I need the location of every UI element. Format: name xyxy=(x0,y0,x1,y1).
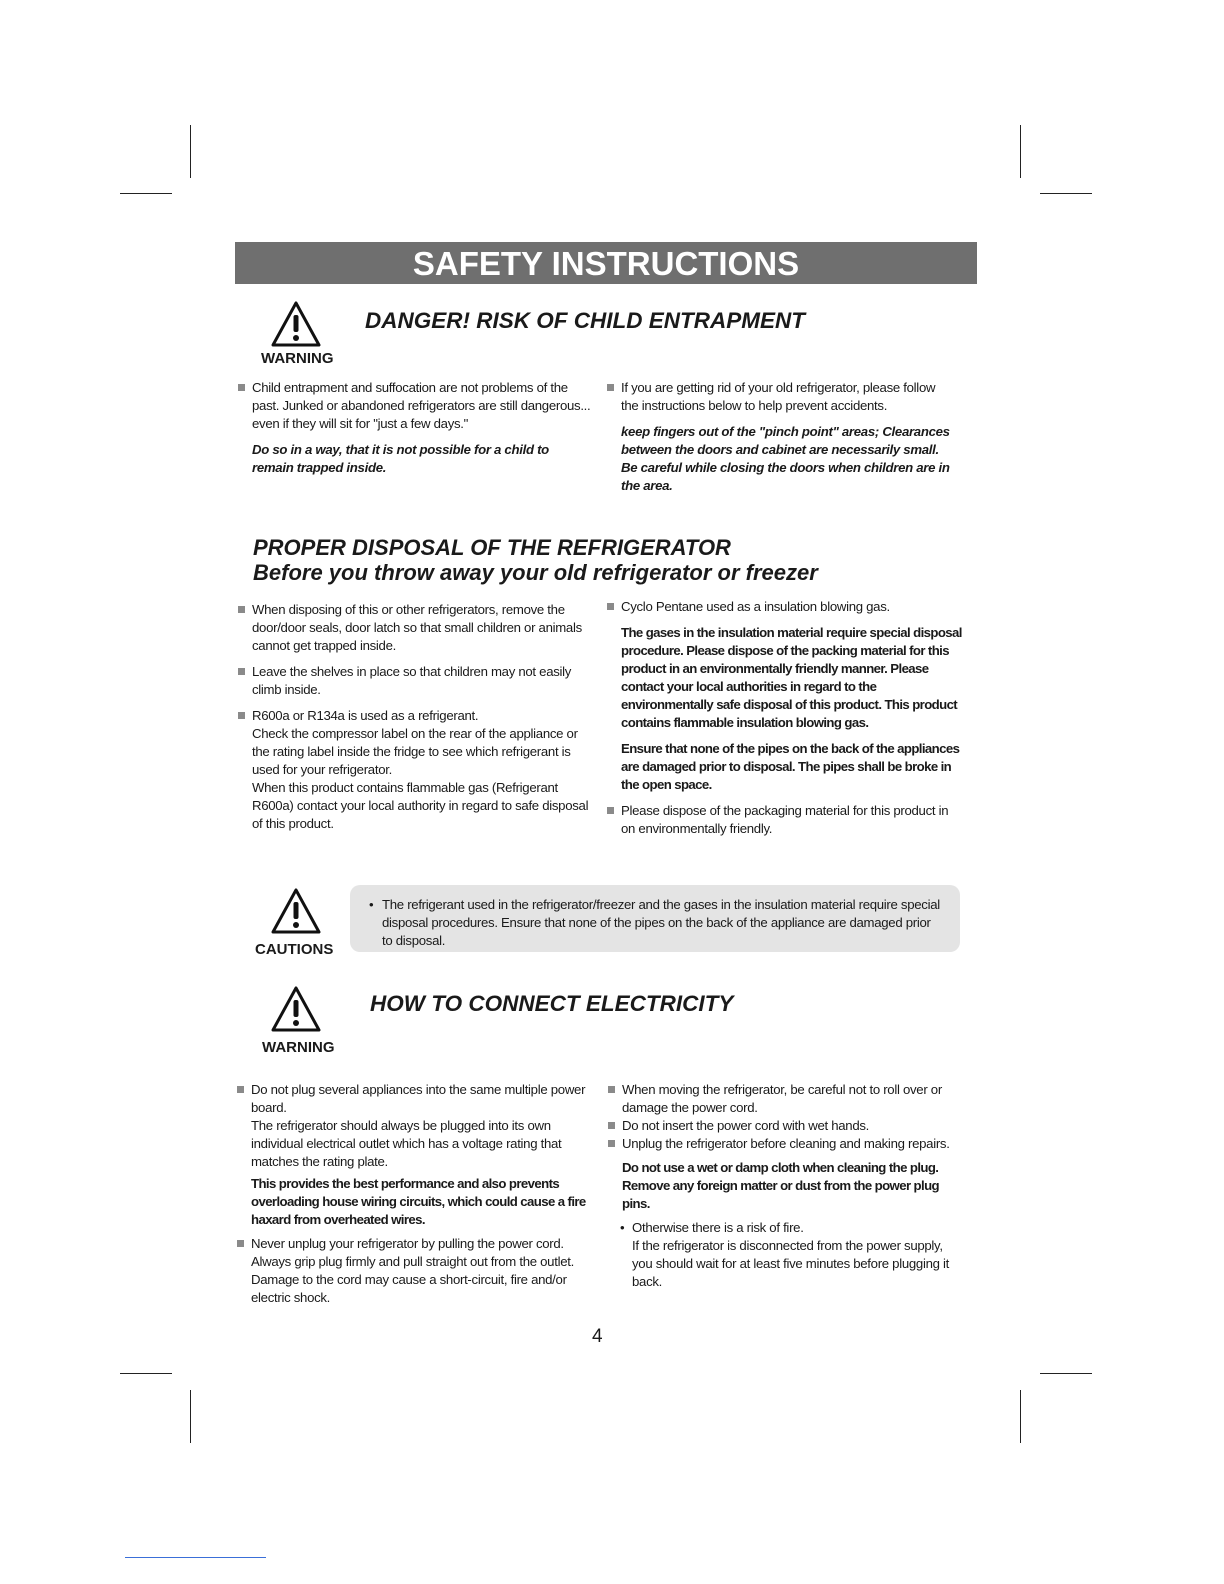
list-item: Unplug the refrigerator before cleaning and making repairs. xyxy=(608,1135,963,1153)
bullet-dot-icon: • xyxy=(620,1220,625,1235)
note-text: keep fingers out of the "pinch point" areas; Clearances between the doors and cabinet are necessarily small. Be careful while closing the doors when children are in the area. xyxy=(621,424,950,493)
bullet-icon xyxy=(238,712,245,719)
list-item: Never unplug your refrigerator by pulling the power cord. Always grip plug firmly and pull straight out from the outlet. Damage to the cord may cause a short-circuit, fire and/or electric shock. xyxy=(237,1235,597,1307)
note-text: The gases in the insulation material require special disposal procedure. Please dispose of the packing material for this product in an environmentally friendly manner. Please contact your local authorities in regard to the environmentally safe disposal of this product. This product contains flammable insulation blowing gas. xyxy=(621,625,962,730)
section-subtitle-line: Before you throw away your old refrigerator or freezer xyxy=(253,560,818,585)
bullet-icon xyxy=(237,1240,244,1247)
crop-mark xyxy=(1020,1390,1021,1443)
list-item: Cyclo Pentane used as a insulation blowing gas. xyxy=(607,598,962,616)
warning-triangle-icon xyxy=(270,985,322,1033)
bullet-icon xyxy=(238,668,245,675)
list-item: If you are getting rid of your old refrigerator, please follow the instructions below to help prevent accidents. xyxy=(607,379,952,415)
section1-left-column xyxy=(238,379,593,477)
footer-line xyxy=(125,1557,266,1558)
section2-right-column xyxy=(607,598,962,846)
section3-right-column xyxy=(608,1081,963,1291)
list-item: R600a or R134a is used as a refrigerant. Check the compressor label on the rear of the appliance or the rating label inside the fridge to see which refrigerant is used for your refrigerator. When this product contains flammable gas (Refrigerant R600a) contact your local authority in regard to safe disposal of this product. xyxy=(238,707,593,833)
warning-label: WARNING xyxy=(262,1039,335,1056)
bullet-icon xyxy=(607,603,614,610)
warning-label: WARNING xyxy=(261,350,334,367)
section-title-disposal xyxy=(253,535,818,585)
bullet-icon xyxy=(607,384,614,391)
note-text: Do not use a wet or damp cloth when cleaning the plug. Remove any foreign matter or dust from the power plug pins. xyxy=(622,1160,939,1211)
bullet-icon xyxy=(608,1140,615,1147)
list-item: Child entrapment and suffocation are not problems of the past. Junked or abandoned refrigerators are still dangerous... even if they will sit for "just a few days." xyxy=(238,379,593,433)
note-text: Do so in a way, that it is not possible for a child to remain trapped inside. xyxy=(252,442,549,475)
bullet-icon xyxy=(238,606,245,613)
bullet-icon xyxy=(238,384,245,391)
list-item: When moving the refrigerator, be careful not to roll over or damage the power cord. xyxy=(608,1081,963,1117)
page-number: 4 xyxy=(592,1326,603,1347)
crop-mark xyxy=(190,1390,191,1443)
section-title-line: PROPER DISPOSAL OF THE REFRIGERATOR xyxy=(253,535,731,560)
crop-mark xyxy=(1040,193,1092,194)
list-item: Do not plug several appliances into the same multiple power board. The refrigerator should always be plugged into its own individual electrical outlet which has a voltage rating that matches the rating plate. xyxy=(237,1081,597,1171)
section-title-child-entrapment: DANGER! RISK OF CHILD ENTRAPMENT xyxy=(365,308,805,333)
cautions-label: CAUTIONS xyxy=(255,941,334,958)
section3-left-column xyxy=(237,1081,597,1315)
list-item: Leave the shelves in place so that children may not easily climb inside. xyxy=(238,663,593,699)
list-item: Do not insert the power cord with wet hands. xyxy=(608,1117,963,1135)
bullet-item: • Otherwise there is a risk of fire. If the refrigerator is disconnected from the power supply, you should wait for at least five minutes before plugging it back. xyxy=(620,1220,950,1289)
page-title: SAFETY INSTRUCTIONS xyxy=(235,242,977,284)
caution-box xyxy=(350,885,960,952)
bullet-dot-icon: • xyxy=(369,897,374,912)
bullet-icon xyxy=(237,1086,244,1093)
section2-left-column xyxy=(238,601,593,841)
section1-right-column xyxy=(607,379,952,495)
crop-mark xyxy=(120,1373,172,1374)
note-text: Ensure that none of the pipes on the back of the appliances are damaged prior to disposal. The pipes shall be broke in the open space. xyxy=(621,741,960,792)
bullet-icon xyxy=(608,1086,615,1093)
crop-mark xyxy=(190,125,191,178)
note-text: This provides the best performance and also prevents overloading house wiring circuits, which could cause a fire haxard from overheated wires. xyxy=(251,1176,586,1227)
warning-triangle-icon xyxy=(270,300,322,348)
list-item: Please dispose of the packaging material for this product in on environmentally friendly. xyxy=(607,802,962,838)
caution-text: The refrigerant used in the refrigerator/freezer and the gases in the insulation material require special disposal procedures. Ensure that none of the pipes on the back of the appliance are damaged prior to disposal. xyxy=(382,897,940,948)
crop-mark xyxy=(1020,125,1021,178)
caution-triangle-icon xyxy=(270,887,322,935)
crop-mark xyxy=(1040,1373,1092,1374)
bullet-icon xyxy=(608,1122,615,1129)
bullet-icon xyxy=(607,807,614,814)
list-item: When disposing of this or other refrigerators, remove the door/door seals, door latch so that small children or animals cannot get trapped inside. xyxy=(238,601,593,655)
section-title-electricity: HOW TO CONNECT ELECTRICITY xyxy=(370,991,734,1016)
crop-mark xyxy=(120,193,172,194)
